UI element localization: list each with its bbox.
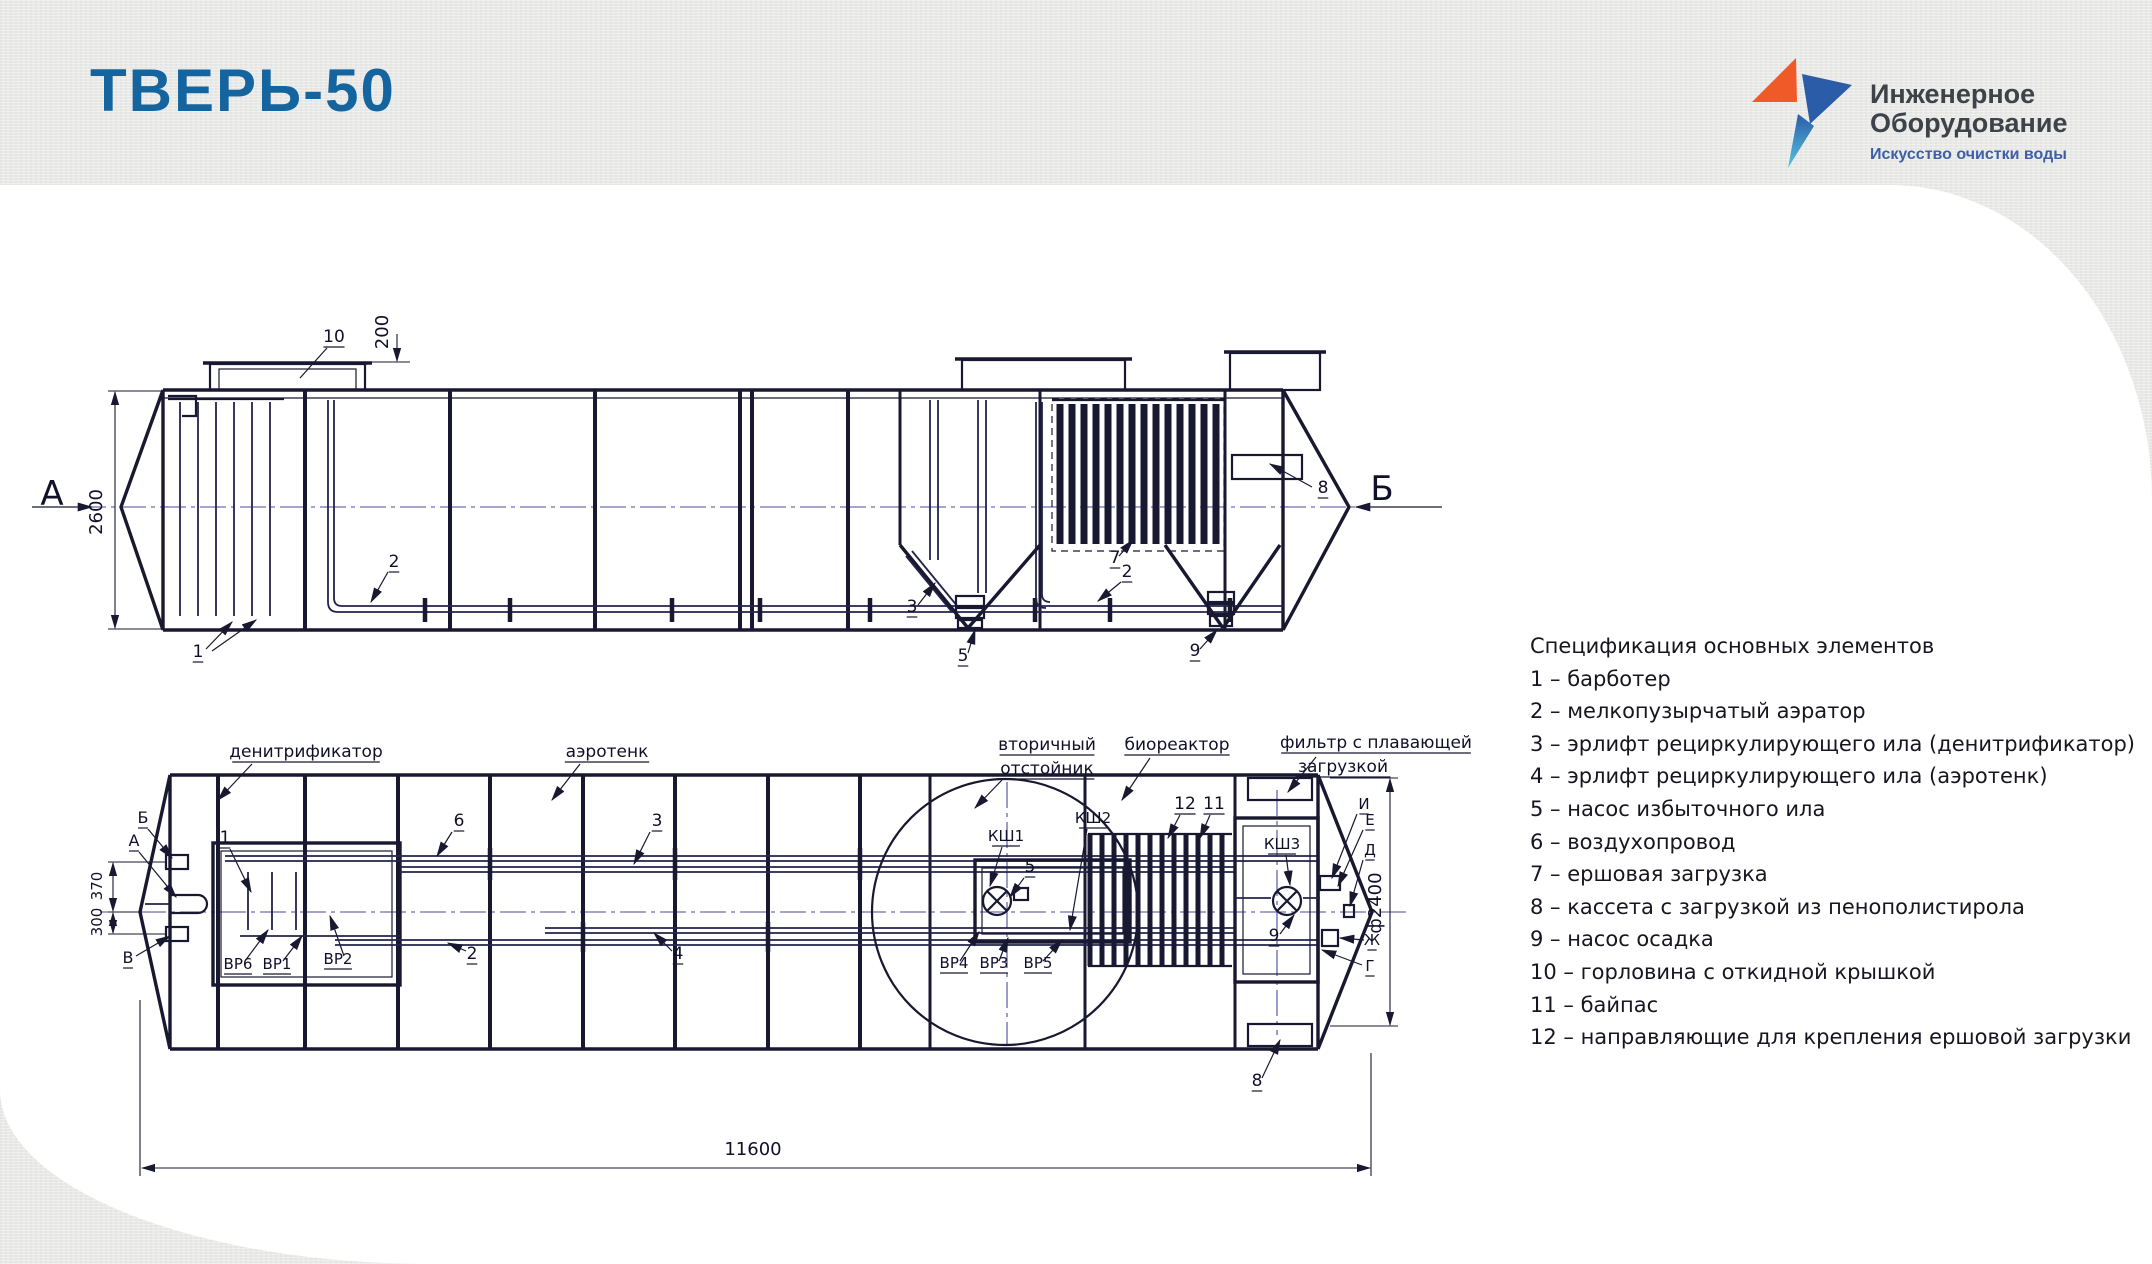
callout-12: 12 [1174,794,1196,814]
leader-3 [634,832,650,864]
valve-vr3: ВР3 [979,954,1009,972]
zone-filter-line1: фильтр с плавающей [1280,733,1472,753]
section-letter-a: А [40,474,64,514]
nozzle-letter-i: И [1358,795,1370,813]
leader-6 [437,832,452,856]
side-aerator-pipe [328,400,1283,622]
leader-1a [206,622,232,649]
callout-5: 5 [957,646,969,666]
callout-9: 9 [1268,926,1280,946]
valve-ksh3: КШ3 [1263,835,1301,853]
callout-7: 7 [1109,548,1121,568]
spec-item-3: 3 – эрлифт рециркулирующего ила (денитрификатор) [1530,731,2135,756]
dim-300: 300 [88,907,106,937]
side-barboter [168,396,284,651]
side-sump [1165,545,1280,649]
callout-4: 4 [672,944,684,964]
plan-air-pipes [225,832,1318,880]
valve-vr4: ВР4 [939,954,969,972]
callout-1: 1 [192,642,204,662]
page-title: ТВЕРЬ-50 [90,57,396,124]
spec-item-12: 12 – направляющие для крепления ершовой загрузки [1530,1025,2132,1050]
plan-left-nozzles [108,829,207,956]
spec-item-4: 4 – эрлифт рециркулирующего ила (аэротенк) [1530,764,2048,789]
callout-2-right: 2 [1121,562,1133,582]
spec-item-11: 11 – байпас [1530,992,1659,1017]
nozzle-letter-v: В [122,948,134,967]
dim-200: 200 [372,314,393,350]
callout-8: 8 [1317,478,1329,498]
logo-tagline: Искусство очистки воды [1870,146,2067,163]
side-hatch-right [955,352,1326,390]
callout-2: 2 [466,944,478,964]
leader-2-left [371,572,388,602]
callout-5: 5 [1024,857,1036,877]
zone-denitrifier: денитрификатор [229,742,383,762]
spec-item-8: 8 – кассета с загрузкой из пенополистирола [1530,894,2025,919]
valve-vr6: ВР6 [223,955,253,973]
callout-3: 3 [651,811,663,831]
valve-ksh1: КШ1 [987,827,1025,845]
dim-11600: 11600 [724,1139,782,1160]
spec-item-1: 1 – барботер [1530,666,1671,691]
callout-6: 6 [453,811,465,831]
spec-item-7: 7 – ершовая загрузка [1530,862,1768,887]
leader-nozzle-v [136,936,170,956]
section-letter-b: Б [1370,469,1394,509]
nozzle-letter-g: Г [1365,957,1375,975]
callout-8: 8 [1251,1071,1263,1091]
zone-clarifier-line1: вторичный [998,735,1096,755]
callout-2-left: 2 [388,552,400,572]
dim-2600: 2600 [86,489,107,535]
logo-name-line1: Инженерное [1870,79,2036,109]
zone-aerotank: аэротенк [565,742,649,762]
nozzle-letter-d: Д [1364,841,1376,859]
valve-vr2: ВР2 [323,950,353,968]
callout-3: 3 [906,597,918,617]
callout-9: 9 [1189,641,1201,661]
dim-f2400: ф2400 [1365,872,1386,934]
leader-9 [1200,630,1217,649]
plan-view [88,733,1472,1176]
side-ribs [305,390,848,630]
logo-name-line2: Оборудование [1870,108,2068,138]
spec-item-6: 6 – воздухопровод [1530,829,1736,854]
leader-9 [1280,915,1294,934]
callout-10: 10 [323,327,345,347]
nozzle-letter-a: А [128,831,140,850]
dim-370: 370 [88,871,106,901]
valve-ksh2: КШ2 [1074,809,1112,827]
side-cassette [1232,455,1312,487]
nozzle-letter-zh: Ж [1363,931,1381,949]
leader-3 [918,583,935,605]
valve-vr5: ВР5 [1023,954,1053,972]
spec-item-5: 5 – насос избыточного ила [1530,796,1826,821]
leader-4 [654,933,672,951]
spec-item-10: 10 – горловина с откидной крышкой [1530,959,1936,984]
callout-11: 11 [1203,794,1225,814]
spec-item-9: 9 – насос осадка [1530,927,1714,952]
spec-list [1530,630,2135,1054]
plan-bottom-pipes [335,922,1318,952]
side-clarifier [900,400,1040,653]
leader-ksh3 [1286,855,1290,885]
nozzle-letter-b: Б [137,808,149,827]
leader-5 [968,630,975,653]
spec-title: Спецификация основных элементов [1530,634,1935,658]
valve-vr1: ВР1 [262,955,292,973]
zone-bioreactor: биореактор [1124,735,1230,755]
callout-1: 1 [219,828,231,848]
spec-item-2: 2 – мелкопузырчатый аэратор [1530,699,1866,724]
side-dim-2600 [108,391,163,629]
side-brush-media [1052,399,1224,556]
nozzle-letter-e: Е [1365,811,1375,829]
zone-clarifier-line2: отстойник [1000,759,1094,779]
zone-filter-line2: загрузкой [1298,757,1388,777]
side-view [32,315,1442,666]
leader-8 [1270,464,1312,487]
plan-view-labels [88,733,1472,1160]
